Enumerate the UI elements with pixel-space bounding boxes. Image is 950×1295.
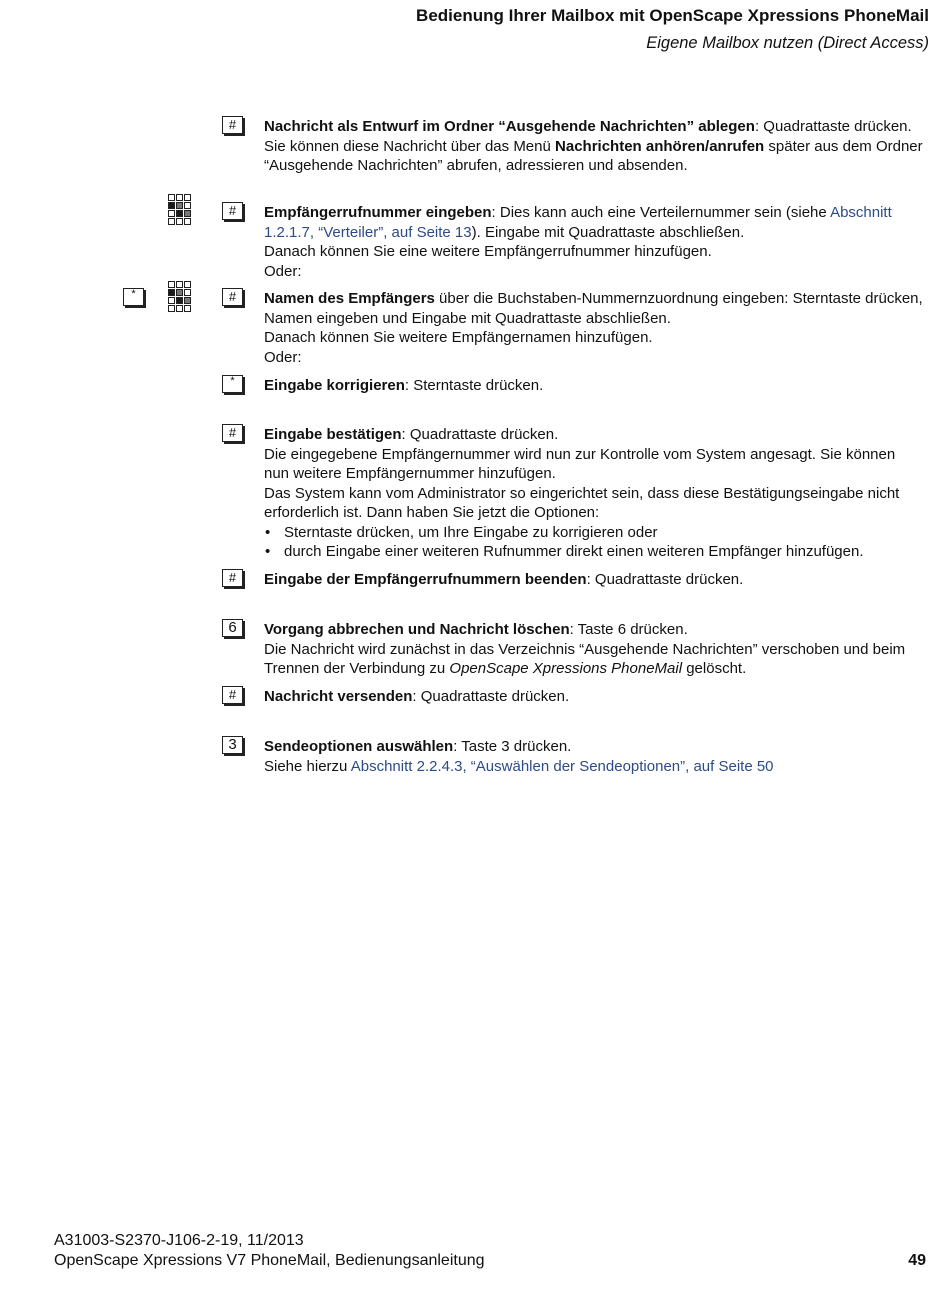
- hash-key-icon: #: [222, 686, 243, 704]
- step-title: Vorgang abbrechen und Nachricht löschen: [264, 621, 570, 638]
- keypad-icon: [168, 194, 191, 225]
- hash-key-icon: #: [222, 288, 243, 306]
- three-key-icon: 3: [222, 736, 243, 754]
- step-finish-numbers: Eingabe der Empfängerrufnummern beenden: Quadrattaste drücken.: [264, 571, 744, 588]
- keypad-icon: [168, 281, 191, 312]
- document-title: OpenScape Xpressions V7 PhoneMail, Bedienungsanleitung: [54, 1251, 485, 1269]
- options-list: [264, 523, 924, 562]
- hash-key-icon: #: [222, 569, 243, 587]
- step-save-draft: Nachricht als Entwurf im Ordner “Ausgehende Nachrichten” ablegen: Quadrattaste drücken. Sie können diese Nachricht über das Menü Nachrichten anhören/anrufen später aus dem Ordner “Ausgehende Nachrichten” abrufen, adressieren und absenden.: [264, 118, 923, 174]
- hash-key-icon: #: [222, 202, 243, 220]
- page-footer: [54, 1231, 485, 1270]
- star-key-icon: *: [123, 288, 144, 306]
- step-correct-input: Eingabe korrigieren: Sterntaste drücken.: [264, 377, 544, 394]
- section-link[interactable]: Abschnitt 2.2.4.3, “Auswählen der Sendeoptionen”, auf Seite 50: [350, 757, 774, 775]
- page-number: 49: [908, 1252, 926, 1269]
- step-send-options: Sendeoptionen auswählen: Taste 3 drücken. Siehe hierzu Abschnitt 2.2.4.3, “Auswählen der Sendeoptionen”, auf Seite 50: [264, 738, 774, 775]
- step-title: Nachricht als Entwurf im Ordner “Ausgehende Nachrichten” ablegen: [264, 118, 755, 135]
- page-header-title: Bedienung Ihrer Mailbox mit OpenScape Xpressions PhoneMail: [416, 6, 929, 25]
- hash-key-icon: #: [222, 424, 243, 442]
- list-item: • durch Eingabe einer weiteren Rufnummer direkt einen weiteren Empfänger hinzufügen.: [264, 542, 924, 562]
- step-enter-number: Empfängerrufnummer eingeben: Dies kann auch eine Verteilernummer sein (siehe Abschnitt 1.2.1.7, “Verteiler”, auf Seite 13). Eingabe mit Quadrattaste abschließen. Danach können Sie eine weitere Empfängerrufnummer hinzufügen. Oder:: [264, 204, 892, 280]
- step-send-message: Nachricht versenden: Quadrattaste drücken.: [264, 688, 570, 705]
- step-title: Eingabe der Empfängerrufnummern beenden: [264, 571, 587, 588]
- star-key-icon: *: [222, 375, 243, 393]
- step-confirm-input: Eingabe bestätigen: Quadrattaste drücken. Die eingegebene Empfängernummer wird nun zur Kontrolle vom System angesagt. Sie können nun weitere Empfängernummer hinzufügen. Das System kann vom Administrator so eingerichtet sein, dass diese Bestätigungseingabe nicht erforderlich ist. Dann haben Sie jetzt die Optionen: • Sterntaste drücken, um Ihre Eingabe zu korrigieren oder • durch Eingabe einer weiteren Rufnummer direkt einen weiteren Empfänger hinzufügen.: [264, 425, 924, 562]
- page-header-subtitle: Eigene Mailbox nutzen (Direct Access): [646, 34, 929, 52]
- six-key-icon: 6: [222, 619, 243, 637]
- list-item: • Sterntaste drücken, um Ihre Eingabe zu korrigieren oder: [264, 523, 924, 543]
- step-title: Namen des Empfängers: [264, 290, 435, 307]
- step-title: Eingabe korrigieren: [264, 377, 405, 394]
- step-title: Eingabe bestätigen: [264, 426, 402, 443]
- document-id: A31003-S2370-J106-2-19, 11/2013: [54, 1232, 304, 1249]
- step-title: Nachricht versenden: [264, 688, 413, 705]
- step-title: Empfängerrufnummer eingeben: [264, 204, 492, 221]
- hash-key-icon: #: [222, 116, 243, 134]
- step-enter-name: Namen des Empfängers über die Buchstaben-Nummernzuordnung eingeben: Sterntaste drücken, Namen eingeben und Eingabe mit Quadrattaste abschließen. Danach können Sie weitere Empfängernamen hinzufügen. Oder:: [264, 290, 923, 366]
- step-title: Sendeoptionen auswählen: [264, 738, 454, 755]
- step-cancel-delete: Vorgang abbrechen und Nachricht löschen: Taste 6 drücken. Die Nachricht wird zunächst in das Verzeichnis “Ausgehende Nachrichten” verschoben und beim Trennen der Verbindung zu OpenScape Xpressions PhoneMail gelöscht.: [264, 621, 906, 677]
- section-link[interactable]: Abschnitt 1.2.1.7, “Verteiler”, auf Seite 13: [264, 204, 892, 241]
